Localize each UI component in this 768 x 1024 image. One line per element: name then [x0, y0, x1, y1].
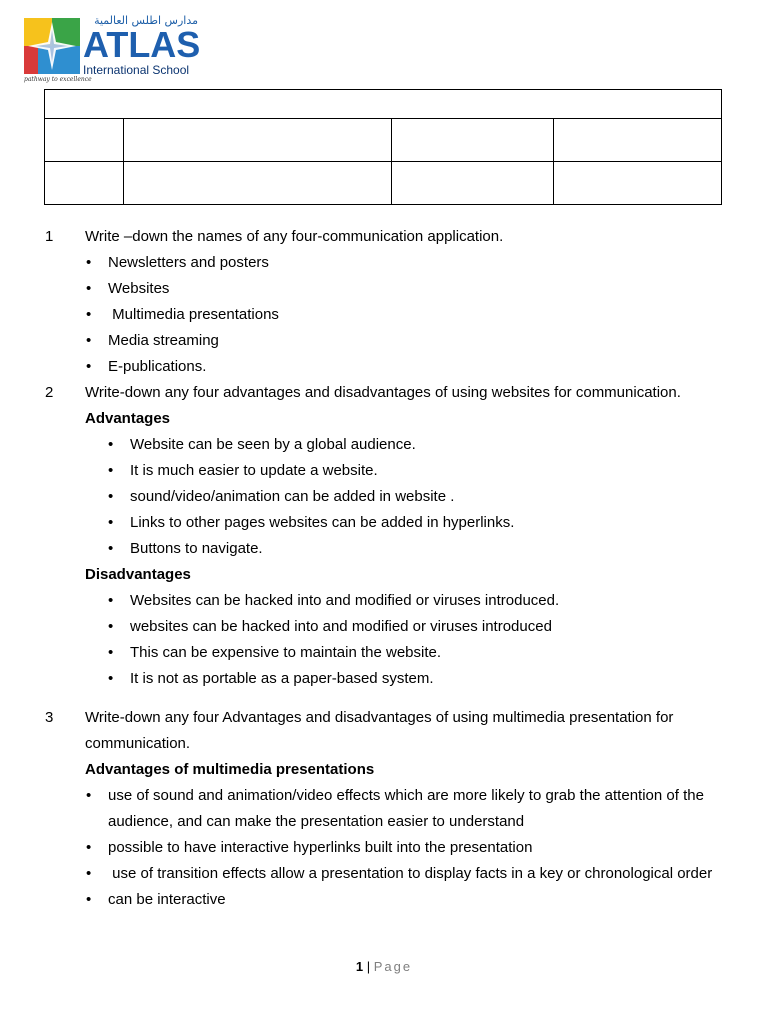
student-info-table: [44, 89, 722, 205]
bullet-icon: •: [108, 592, 114, 609]
list-item: • Links to other pages websites can be added in hyperlinks.: [0, 510, 730, 536]
table-cell: [45, 90, 722, 119]
question-number: 2: [45, 384, 54, 401]
question-text: Write-down any four advantages and disadvantages of using websites for communication.: [85, 384, 681, 401]
question-text: Write-down any four Advantages and disadvantages of using multimedia presentation for communication.: [85, 709, 674, 752]
list-item: • use of sound and animation/video effects which are more likely to grab the attention of the audience, and can make the presentation easier to understand: [0, 783, 738, 835]
table-cell: [45, 162, 124, 205]
logo-tagline: pathway to excellence: [24, 76, 92, 83]
spacer: [0, 692, 768, 705]
table-cell: [45, 119, 124, 162]
table-cell: [554, 162, 722, 205]
bullet-icon: •: [86, 280, 92, 297]
list-item: • Multimedia presentations: [0, 302, 738, 328]
atlas-star-logo-icon: [24, 18, 80, 74]
list-item: • This can be expensive to maintain the website.: [0, 640, 730, 666]
bullet-icon: •: [86, 332, 92, 349]
school-logo: [24, 14, 204, 86]
worksheet-content: [0, 224, 768, 913]
list-item: • Website can be seen by a global audience.: [0, 432, 730, 458]
list-item: • Newsletters and posters: [0, 250, 738, 276]
list-item: • It is much easier to update a website.: [0, 458, 730, 484]
table-cell: [124, 119, 392, 162]
bullet-icon: •: [108, 488, 114, 505]
question-3: [0, 705, 768, 913]
bullet-icon: •: [86, 891, 92, 908]
table-cell: [392, 119, 554, 162]
bullet-icon: •: [108, 436, 114, 453]
table-cell: [554, 119, 722, 162]
question-number: 3: [45, 709, 54, 726]
advantages-heading: Advantages: [85, 410, 171, 427]
bullet-icon: •: [108, 618, 114, 635]
table-row: [45, 119, 722, 162]
advantages-heading: Advantages of multimedia presentations: [85, 761, 375, 778]
list-item: • sound/video/animation can be added in website .: [0, 484, 730, 510]
table-cell: [392, 162, 554, 205]
logo-atlas-wordmark: ATLAS: [83, 24, 201, 65]
question-2: [0, 380, 768, 692]
question-number: 1: [45, 228, 54, 245]
question-1: [0, 224, 768, 380]
bullet-icon: •: [86, 358, 92, 375]
list-item: • Websites can be hacked into and modified or viruses introduced.: [0, 588, 730, 614]
bullet-icon: •: [86, 839, 92, 856]
bullet-icon: •: [86, 787, 92, 804]
bullet-icon: •: [108, 644, 114, 661]
bullet-icon: •: [86, 865, 92, 882]
advantages-list: [0, 432, 768, 562]
list-item: • websites can be hacked into and modified or viruses introduced: [0, 614, 730, 640]
list-item: • It is not as portable as a paper-based system.: [0, 666, 730, 692]
page-footer: [0, 959, 768, 974]
page-number: 1: [355, 959, 364, 974]
page-label: Page: [373, 959, 413, 974]
list-item: • use of transition effects allow a presentation to display facts in a key or chronological order: [0, 861, 738, 887]
table-row: [45, 162, 722, 205]
bullet-icon: •: [108, 514, 114, 531]
question-text: Write –down the names of any four-communication application.: [85, 228, 504, 245]
list-item: • Buttons to navigate.: [0, 536, 730, 562]
advantages-list: [0, 783, 768, 913]
answer-list: [0, 250, 768, 380]
bullet-icon: •: [108, 540, 114, 557]
bullet-icon: •: [108, 462, 114, 479]
list-item: • E-publications.: [0, 354, 738, 380]
bullet-icon: •: [86, 254, 92, 271]
bullet-icon: •: [86, 306, 92, 323]
bullet-icon: •: [108, 670, 114, 687]
logo-arabic-name: مدارس اطلس العالمية: [94, 14, 198, 27]
list-item: • can be interactive: [0, 887, 738, 913]
list-item: • Websites: [0, 276, 738, 302]
table-cell: [124, 162, 392, 205]
list-item: • possible to have interactive hyperlinks built into the presentation: [0, 835, 738, 861]
page-separator: |: [366, 959, 371, 974]
logo-school-subtitle: International School: [83, 63, 190, 77]
list-item: • Media streaming: [0, 328, 738, 354]
disadvantages-heading: Disadvantages: [85, 566, 191, 583]
disadvantages-list: [0, 588, 768, 692]
table-row: [45, 90, 722, 119]
